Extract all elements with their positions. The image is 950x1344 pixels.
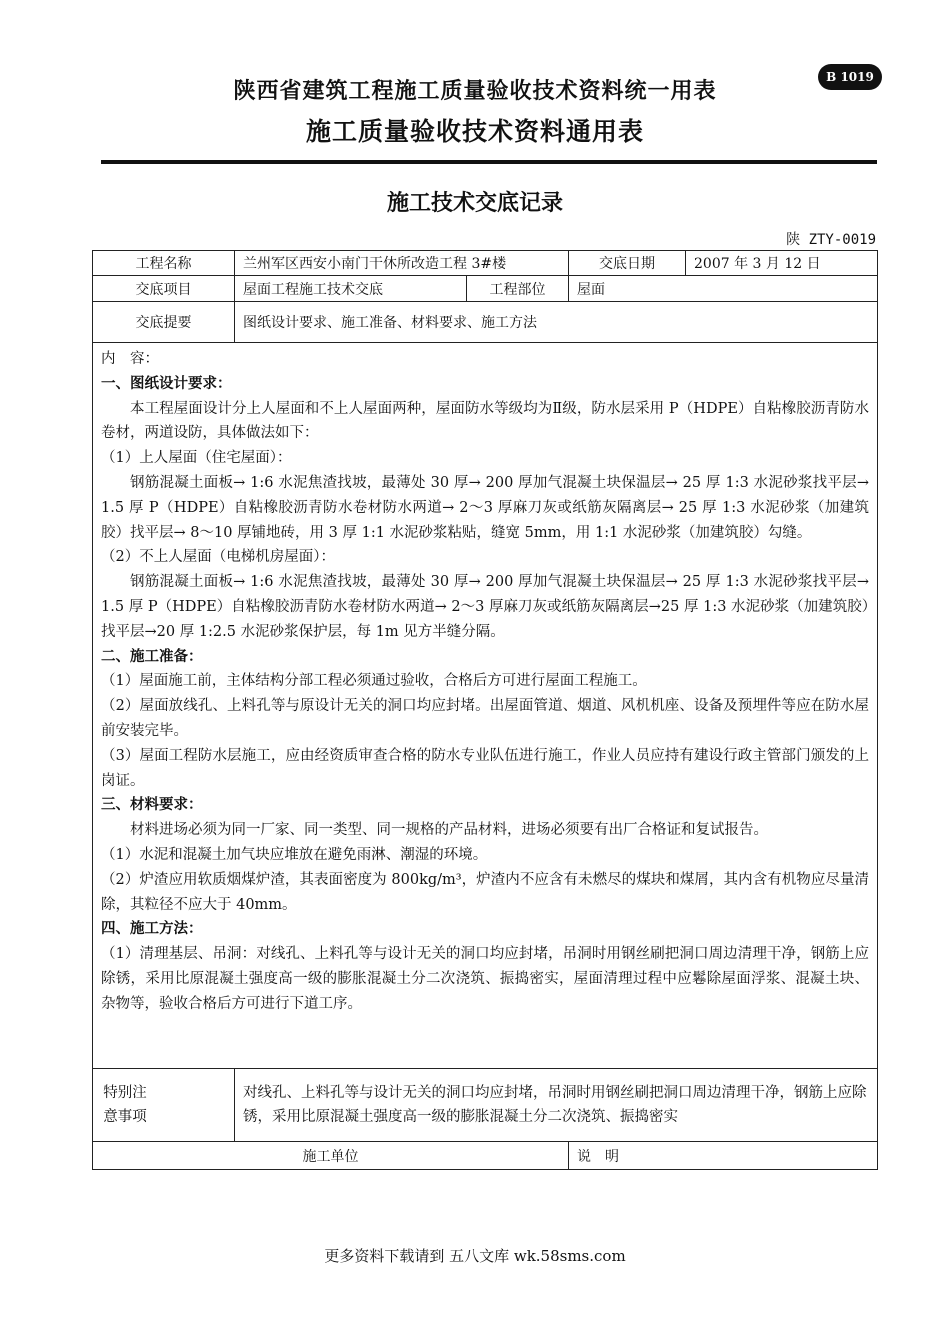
content-paragraph: （2）炉渣应用软质烟煤炉渣，其表面密度为 800kg/m³，炉渣内不应含有未燃尽的煤块和煤屑，其内含有机物应尽量清除，其粒径不应大于 40mm。 xyxy=(101,871,869,913)
header-line1: 陕西省建筑工程施工质量验收技术资料统一用表 xyxy=(233,79,717,104)
footer-link[interactable]: 更多资料下载请到 五八文库 wk.58sms.com xyxy=(324,1247,626,1265)
content-paragraph: 本工程屋面设计分上人屋面和不上人屋面两种，屋面防水等级均为Ⅱ级，防水层采用 P（HDPE）自粘橡胶沥青防水卷材，两道设防，具体做法如下： xyxy=(101,400,869,442)
project-name-label: 工程名称 xyxy=(93,251,235,276)
summary-label: 交底提要 xyxy=(93,302,235,343)
content-paragraph: （3）屋面工程防水层施工，应由经资质审查合格的防水专业队伍进行施工，作业人员应持有建设行政主管部门颁发的上岗证。 xyxy=(101,747,869,789)
content-cell xyxy=(93,343,878,1069)
document-title: 施工技术交底记录 xyxy=(386,191,563,216)
construction-unit-label: 施工单位 xyxy=(93,1142,569,1170)
content-paragraph: （2）屋面放线孔、上料孔等与原设计无关的洞口均应封堵。出屋面管道、烟道、风机机座、设备及预埋件等应在防水屋前安装完毕。 xyxy=(101,698,869,739)
record-table xyxy=(92,250,878,1170)
document-code: 陕 ZTY-0019 xyxy=(786,232,876,248)
item-label: 交底项目 xyxy=(93,276,235,302)
section-heading: 一、图纸设计要求： xyxy=(101,375,232,392)
date-label: 交底日期 xyxy=(569,251,686,276)
form-badge: B 1019 xyxy=(818,64,882,90)
content-paragraph: （1）清理基层、吊洞：对线孔、上料孔等与设计无关的洞口均应封堵，吊洞时用钢丝刷把洞口周边清理干净，钢筋上应除锈，采用比原混凝土强度高一级的膨胀混凝土分二次浇筑、振捣密实，屋面清理过程中应鬈除屋面浮浆、混凝土块、杂物等，验收合格后方可进行下道工序。 xyxy=(101,946,869,1012)
header-line2: 施工质量验收技术资料通用表 xyxy=(305,117,644,146)
part-value: 屋面 xyxy=(569,276,878,302)
content-paragraph: 材料进场必须为同一厂家、同一类型、同一规格的产品材料，进场必须要有出厂合格证和复试报告。 xyxy=(130,822,768,839)
content-paragraph: 钢筋混凝土面板→ 1:6 水泥焦渣找坡，最薄处 30 厚→ 200 厚加气混凝土块保温层→ 25 厚 1:3 水泥砂浆找平层→ 1.5 厚 P（HDPE）自粘橡胶沥青防水卷材防水两道→ 2～3 厚麻刀灰或纸筋灰隔离层→ 25 厚 1:3 水泥砂浆（加建筑胶）找平层→ 8～10 厚铺地砖，用 3 厚 1:1 水泥砂浆粘贴，缝宽 5mm，用 1:1 水泥砂浆（加建筑胶）勾缝。 xyxy=(101,474,869,541)
content-subheading: （2）不上人屋面（电梯机房屋面）： xyxy=(101,549,335,566)
content-paragraph: （1）屋面施工前，主体结构分部工程必须通过验收，合格后方可进行屋面工程施工。 xyxy=(101,673,647,690)
section-heading: 四、施工方法： xyxy=(101,921,203,938)
special-notes-label: 特别注意事项 xyxy=(93,1069,235,1142)
header-rule xyxy=(101,160,877,164)
content-intro: 内 容： xyxy=(101,351,159,367)
date-value: 2007 年 3 月 12 日 xyxy=(686,251,878,276)
section-heading: 二、施工准备： xyxy=(101,648,203,665)
part-label: 工程部位 xyxy=(467,276,569,302)
content-subheading: （1）上人屋面（住宅屋面）： xyxy=(101,450,292,467)
remarks-label: 说 明 xyxy=(569,1142,878,1170)
summary-value: 图纸设计要求、施工准备、材料要求、施工方法 xyxy=(235,302,878,343)
item-value: 屋面工程施工技术交底 xyxy=(235,276,467,302)
content-paragraph: 钢筋混凝土面板→ 1:6 水泥焦渣找坡，最薄处 30 厚→ 200 厚加气混凝土块保温层→ 25 厚 1:3 水泥砂浆找平层→ 1.5 厚 P（HDPE）自粘橡胶沥青防水卷材防水两道→ 2～3 厚麻刀灰或纸筋灰隔离层→25 厚 1:3 水泥砂浆（加建筑胶）找平层→20 厚 1:2.5 水泥砂浆保护层，每 1m 见方半缝分隔。 xyxy=(101,574,869,640)
special-notes-text: 对线孔、上料孔等与设计无关的洞口均应封堵，吊洞时用钢丝刷把洞口周边清理干净，钢筋上应除锈，采用比原混凝土强度高一级的膨胀混凝土分二次浇筑、振捣密实 xyxy=(235,1069,878,1142)
content-paragraph: （1）水泥和混凝土加气块应堆放在避免雨淋、潮湿的环境。 xyxy=(101,846,488,863)
section-heading: 三、材料要求： xyxy=(101,797,203,814)
project-name-value: 兰州军区西安小南门干休所改造工程 3#楼 xyxy=(235,251,569,276)
